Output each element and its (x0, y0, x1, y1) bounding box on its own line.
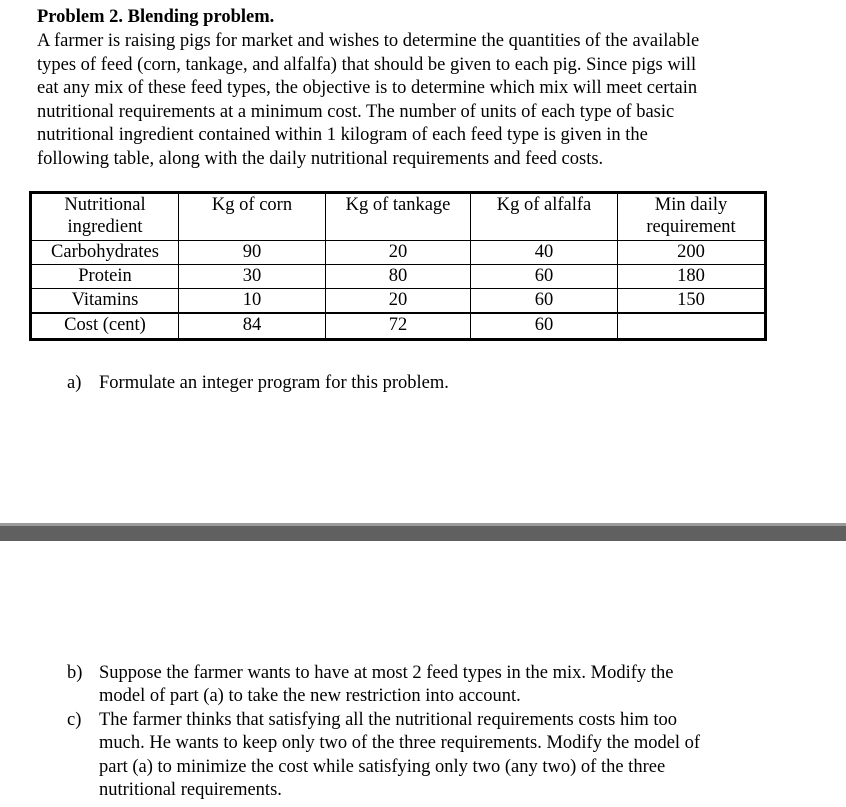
cell-corn: 30 (179, 265, 326, 289)
header-min-requirement (618, 193, 766, 241)
description-line: nutritional ingredient contained within 1 kilogram of each feed type is given in the (37, 125, 648, 146)
question-label: c) (67, 709, 82, 730)
cell-requirement: 200 (618, 241, 766, 265)
cell-corn: 90 (179, 241, 326, 265)
question-label: a) (67, 373, 82, 393)
description-line: following table, along with the daily nutritional requirements and feed costs. (37, 148, 604, 169)
problem-description (37, 30, 827, 172)
cell-requirement: 180 (618, 265, 766, 289)
cell-alfalfa: 60 (471, 265, 618, 289)
table-row (31, 241, 766, 265)
cell-alfalfa: 40 (471, 241, 618, 265)
description-line: nutritional requirements at a minimum cost. The number of units of each type of basic (37, 101, 675, 122)
cell-cost-tankage: 72 (326, 313, 471, 340)
header-text: Min daily (654, 195, 728, 215)
cell-alfalfa: 60 (471, 289, 618, 314)
cell-requirement: 150 (618, 289, 766, 314)
question-b (67, 662, 827, 709)
cell-ingredient: Protein (31, 265, 179, 289)
header-text: requirement (646, 217, 736, 237)
cell-ingredient: Carbohydrates (31, 241, 179, 265)
description-line: types of feed (corn, tankage, and alfalfa) that should be given to each pig. Since pigs will (37, 54, 697, 75)
cell-cost-label: Cost (cent) (31, 313, 179, 340)
cell-cost-alfalfa: 60 (471, 313, 618, 340)
page-divider-edge (0, 523, 846, 526)
header-text: ingredient (67, 217, 143, 237)
cell-cost-requirement (618, 313, 766, 340)
header-kg-corn: Kg of corn (179, 193, 326, 241)
table-row (31, 289, 766, 314)
header-nutritional-ingredient (31, 193, 179, 241)
table-row (31, 265, 766, 289)
question-c (67, 709, 827, 803)
cell-tankage: 20 (326, 289, 471, 314)
nutrition-table (29, 191, 767, 341)
question-text: nutritional requirements. (99, 780, 282, 801)
description-line: eat any mix of these feed types, the objective is to determine which mix will meet certain (37, 78, 698, 99)
description-line: A farmer is raising pigs for market and wishes to determine the quantities of the available (37, 31, 700, 51)
question-text: Suppose the farmer wants to have at most 2 feed types in the mix. Modify the (99, 663, 674, 683)
question-label: b) (67, 663, 83, 683)
question-text: much. He wants to keep only two of the three requirements. Modify the model of (99, 733, 701, 754)
problem-title: Problem 2. Blending problem. (37, 7, 275, 27)
question-text: The farmer thinks that satisfying all the nutritional requirements costs him too (99, 709, 677, 730)
cell-ingredient: Vitamins (31, 289, 179, 314)
question-list (67, 662, 827, 802)
table-header-row (31, 193, 766, 241)
question-text: part (a) to minimize the cost while satisfying only two (any two) of the three (99, 756, 666, 777)
cell-cost-corn: 84 (179, 313, 326, 340)
question-text: Formulate an integer program for this problem. (99, 373, 449, 393)
header-kg-tankage: Kg of tankage (326, 193, 471, 241)
question-a (67, 372, 449, 394)
cell-tankage: 80 (326, 265, 471, 289)
cell-tankage: 20 (326, 241, 471, 265)
header-kg-alfalfa: Kg of alfalfa (471, 193, 618, 241)
header-text: Nutritional (64, 195, 146, 215)
table-cost-row (31, 313, 766, 340)
cell-corn: 10 (179, 289, 326, 314)
question-text: model of part (a) to take the new restriction into account. (99, 686, 521, 707)
